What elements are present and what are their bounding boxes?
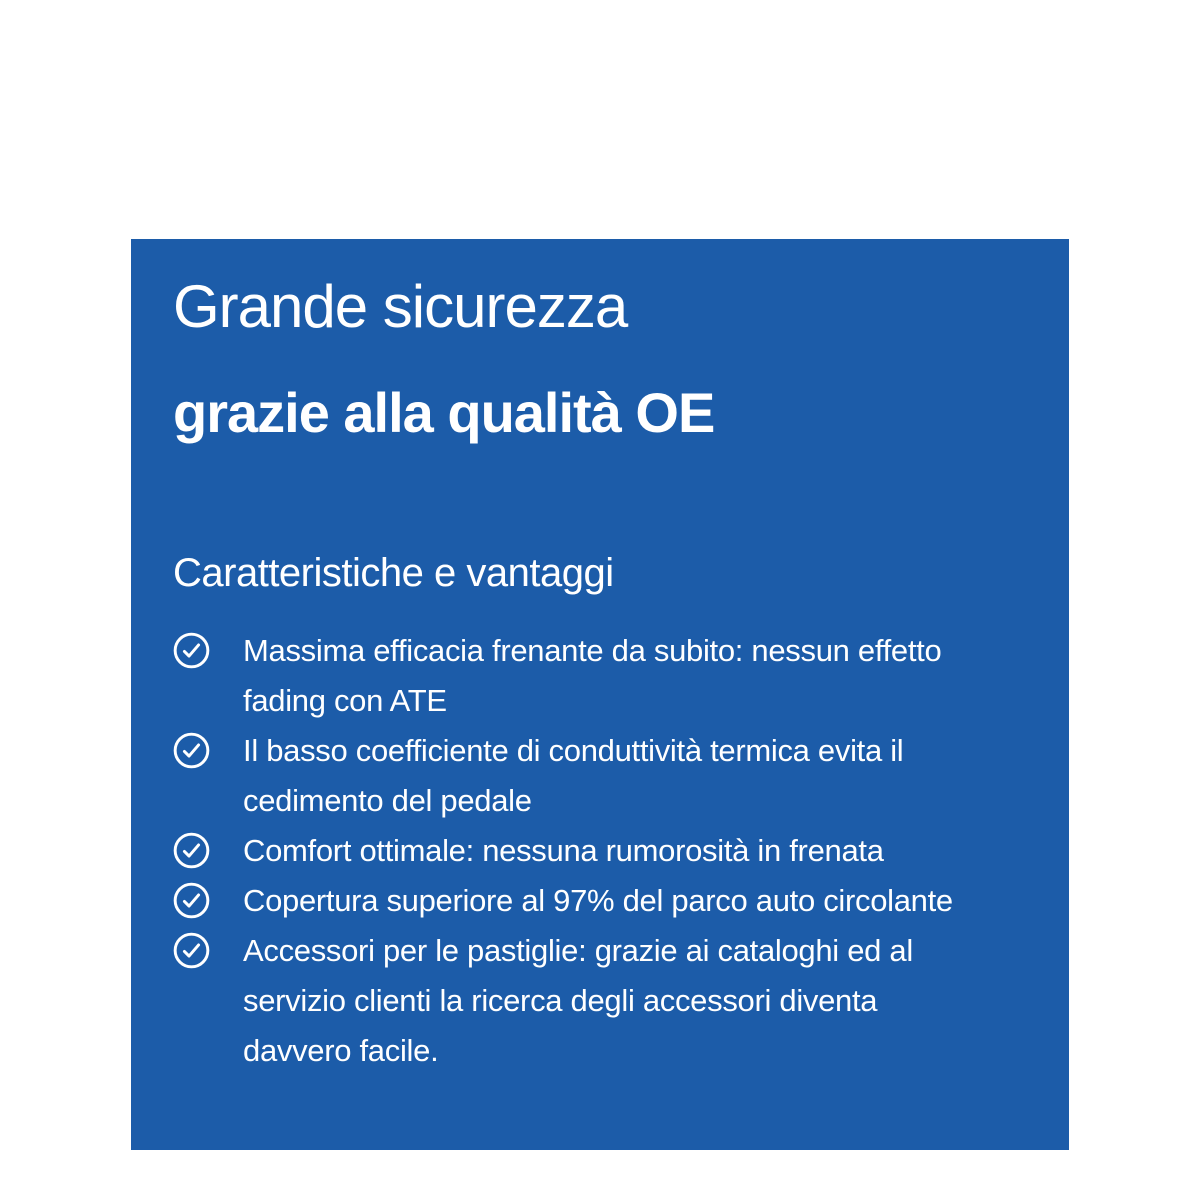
feature-text: Massima efficacia frenante da subito: nessun effetto <box>243 633 942 668</box>
check-circle-icon <box>173 882 210 919</box>
list-item <box>173 926 1027 1076</box>
section-heading: Caratteristiche e vantaggi <box>173 551 614 595</box>
feature-text: Il basso coefficiente di conduttività termica evita il <box>243 733 904 768</box>
page-subtitle: grazie alla qualità OE <box>173 381 715 444</box>
check-circle-icon <box>173 632 210 669</box>
check-circle-icon <box>173 932 210 969</box>
list-item <box>173 626 1027 726</box>
feature-text: Copertura superiore al 97% del parco auto circolante <box>243 883 953 918</box>
feature-text: fading con ATE <box>243 683 447 718</box>
list-item <box>173 826 1027 876</box>
feature-text: Accessori per le pastiglie: grazie ai cataloghi ed al <box>243 933 913 968</box>
info-panel-content <box>131 272 1069 1076</box>
list-item <box>173 726 1027 826</box>
feature-text: davvero facile. <box>243 1033 439 1068</box>
feature-text: Comfort ottimale: nessuna rumorosità in frenata <box>243 833 884 868</box>
feature-text: servizio clienti la ricerca degli accessori diventa <box>243 983 878 1018</box>
info-panel <box>131 239 1069 1150</box>
page-title: Grande sicurezza <box>173 273 628 340</box>
check-circle-icon <box>173 732 210 769</box>
feature-list <box>173 626 1027 1076</box>
check-circle-icon <box>173 832 210 869</box>
feature-text: cedimento del pedale <box>243 783 532 818</box>
list-item <box>173 876 1027 926</box>
